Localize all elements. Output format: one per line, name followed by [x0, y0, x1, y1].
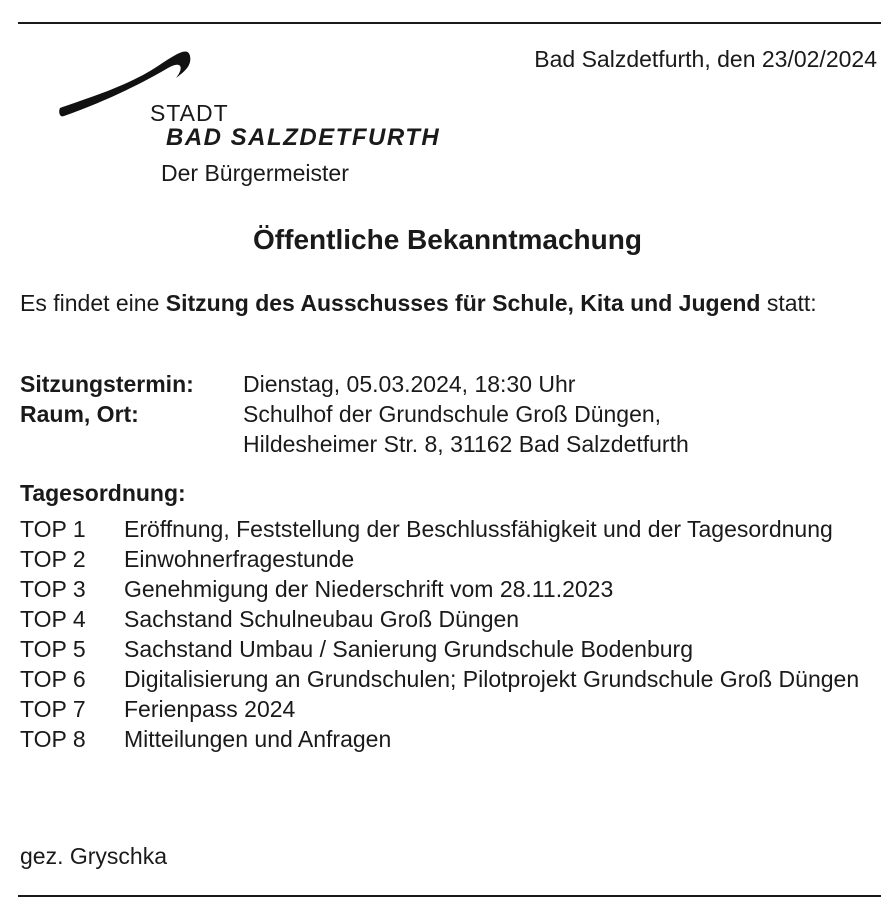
meeting-place-label: Raum, Ort: — [20, 401, 139, 427]
meeting-name: Sitzung des Ausschusses für Schule, Kita und Jugend — [165, 290, 761, 316]
agenda-item-number: TOP 5 — [20, 636, 86, 662]
agenda-item-number: TOP 4 — [20, 606, 86, 632]
meeting-place-line1: Schulhof der Grundschule Groß Düngen, — [243, 401, 662, 427]
agenda-item-text: Genehmigung der Niederschrift vom 28.11.2023 — [124, 576, 614, 602]
agenda-item-text: Einwohnerfragestunde — [124, 546, 355, 572]
agenda-item-number: TOP 6 — [20, 666, 86, 692]
agenda-item-number: TOP 3 — [20, 576, 86, 602]
signature: gez. Gryschka — [20, 843, 167, 869]
meeting-date-row — [20, 369, 863, 399]
agenda-item — [20, 544, 882, 574]
agenda-list — [20, 514, 882, 754]
agenda-item — [20, 724, 882, 754]
intro-paragraph — [20, 288, 880, 318]
meeting-place-line2: Hildesheimer Str. 8, 31162 Bad Salzdetfurth — [243, 431, 689, 457]
date-line: Bad Salzdetfurth, den 23/02/2024 — [534, 46, 877, 72]
agenda-item-number: TOP 7 — [20, 696, 86, 722]
agenda-item-text: Sachstand Umbau / Sanierung Grundschule Bodenburg — [124, 636, 693, 662]
agenda-item-number: TOP 1 — [20, 516, 86, 542]
meeting-date-label: Sitzungstermin: — [20, 371, 194, 397]
intro-suffix: statt: — [760, 290, 817, 316]
bottom-rule — [18, 895, 881, 897]
meeting-details — [20, 369, 863, 459]
agenda-item-text: Mitteilungen und Anfragen — [124, 726, 392, 752]
agenda-item-text: Ferienpass 2024 — [124, 696, 296, 722]
meeting-date-value: Dienstag, 05.03.2024, 18:30 Uhr — [243, 371, 576, 397]
page-title: Öffentliche Bekanntmachung — [253, 224, 642, 255]
agenda-item-text: Eröffnung, Feststellung der Beschlussfähigkeit und der Tagesordnung — [124, 516, 833, 542]
agenda-title: Tagesordnung: — [20, 480, 186, 506]
agenda-item — [20, 664, 882, 694]
logo-city-name: BAD SALZDETFURTH — [166, 124, 441, 151]
meeting-place-value — [243, 399, 863, 459]
agenda-item-number: TOP 8 — [20, 726, 86, 752]
top-rule — [18, 22, 881, 24]
logo-stadt-text: STADT — [150, 100, 229, 126]
agenda-item — [20, 604, 882, 634]
agenda-item — [20, 574, 882, 604]
agenda-item-text: Digitalisierung an Grundschulen; Pilotprojekt Grundschule Groß Düngen — [124, 666, 860, 692]
meeting-place-row — [20, 399, 863, 459]
agenda-item — [20, 514, 882, 544]
office-title: Der Bürgermeister — [161, 160, 349, 186]
agenda-item — [20, 634, 882, 664]
intro-prefix: Es findet eine — [20, 290, 166, 316]
agenda-item — [20, 694, 882, 724]
city-logo — [58, 42, 458, 152]
agenda-item-number: TOP 2 — [20, 546, 86, 572]
agenda-item-text: Sachstand Schulneubau Groß Düngen — [124, 606, 520, 632]
